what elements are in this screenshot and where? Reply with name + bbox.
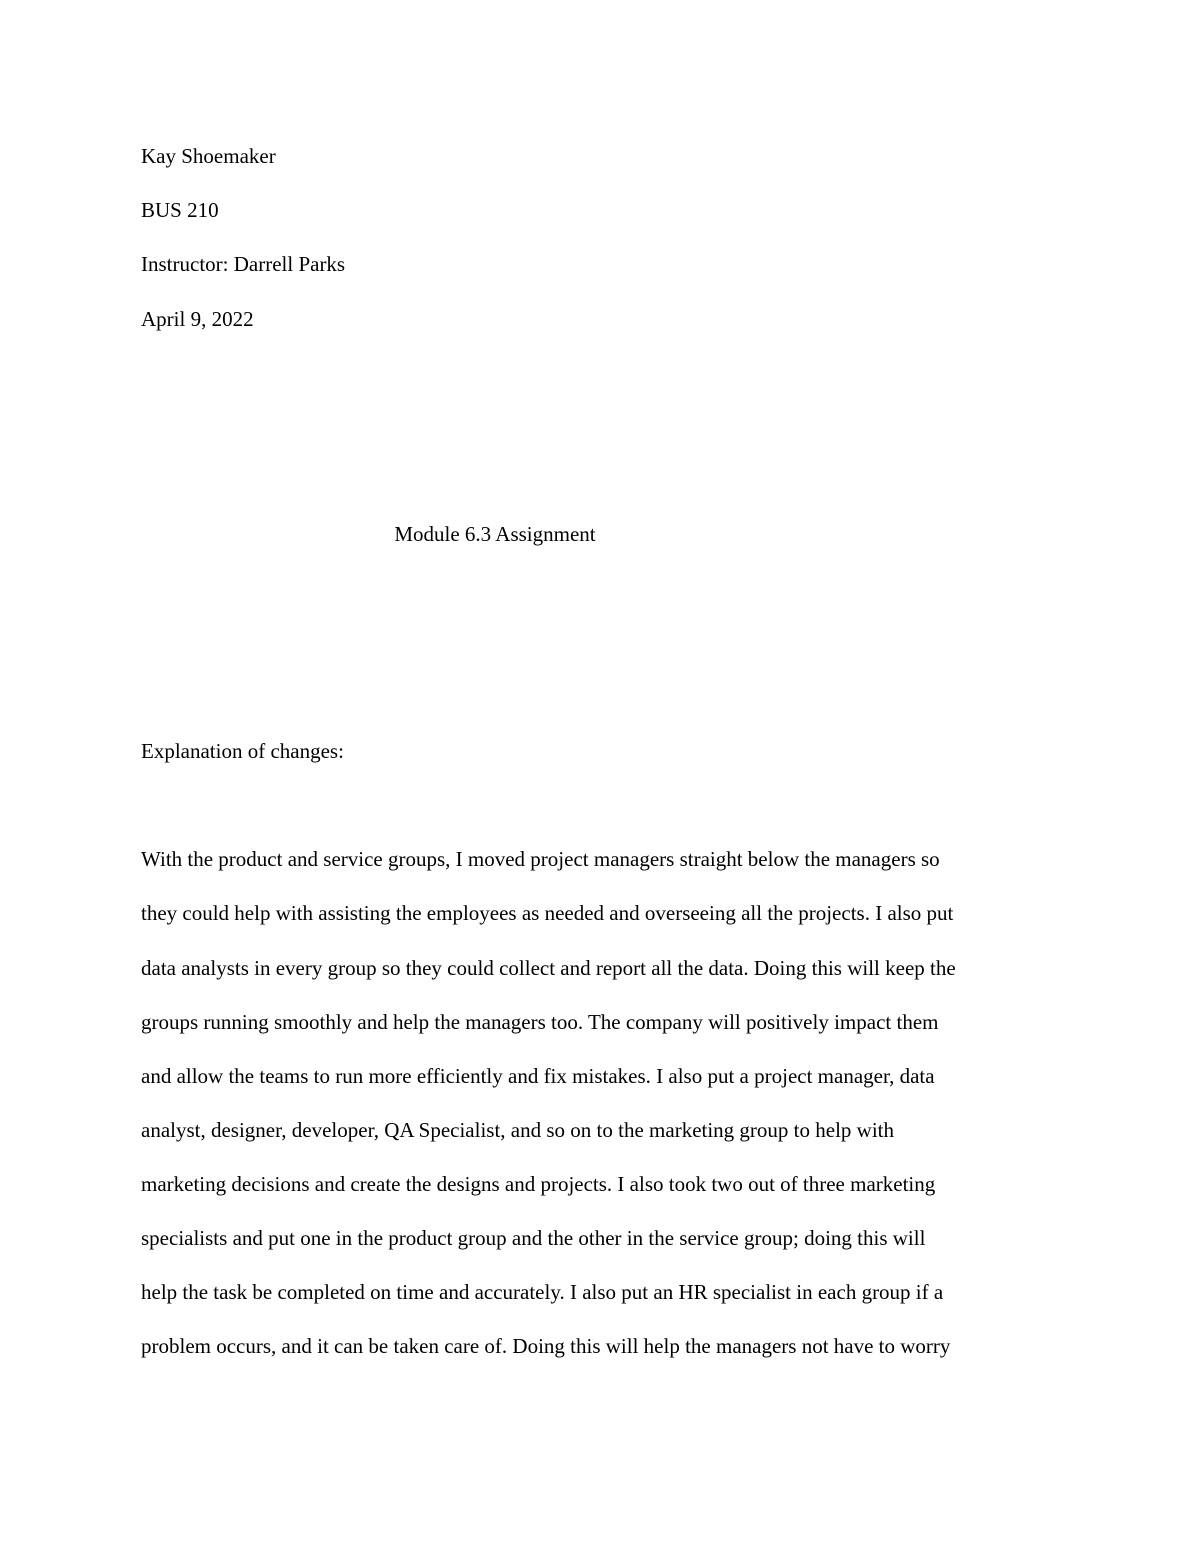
body-line-8: specialists and put one in the product group and the other in the service group; doing this will	[141, 1226, 926, 1250]
body-line-6: analyst, designer, developer, QA Specialist, and so on to the marketing group to help with	[141, 1118, 894, 1142]
body-line-5: and allow the teams to run more efficiently and fix mistakes. I also put a project manager, data	[141, 1064, 935, 1088]
body-line-1: With the product and service groups, I moved project managers straight below the managers so	[141, 847, 940, 871]
author-name: Kay Shoemaker	[141, 144, 276, 168]
instructor-line: Instructor: Darrell Parks	[141, 252, 346, 276]
body-line-10: problem occurs, and it can be taken care of. Doing this will help the managers not have to worry	[141, 1334, 951, 1358]
course-code: BUS 210	[141, 198, 219, 222]
body-line-2: they could help with assisting the employees as needed and overseeing all the projects. I also put	[141, 901, 954, 925]
body-line-9: help the task be completed on time and accurately. I also put an HR specialist in each group if a	[141, 1280, 944, 1304]
body-line-3: data analysts in every group so they could collect and report all the data. Doing this will keep the	[141, 956, 956, 980]
document-title: Module 6.3 Assignment	[394, 522, 596, 546]
section-heading: Explanation of changes:	[141, 739, 344, 763]
date-line: April 9, 2022	[141, 307, 254, 331]
body-line-4: groups running smoothly and help the managers too. The company will positively impact them	[141, 1010, 939, 1034]
body-line-7: marketing decisions and create the designs and projects. I also took two out of three marketing	[141, 1172, 936, 1196]
